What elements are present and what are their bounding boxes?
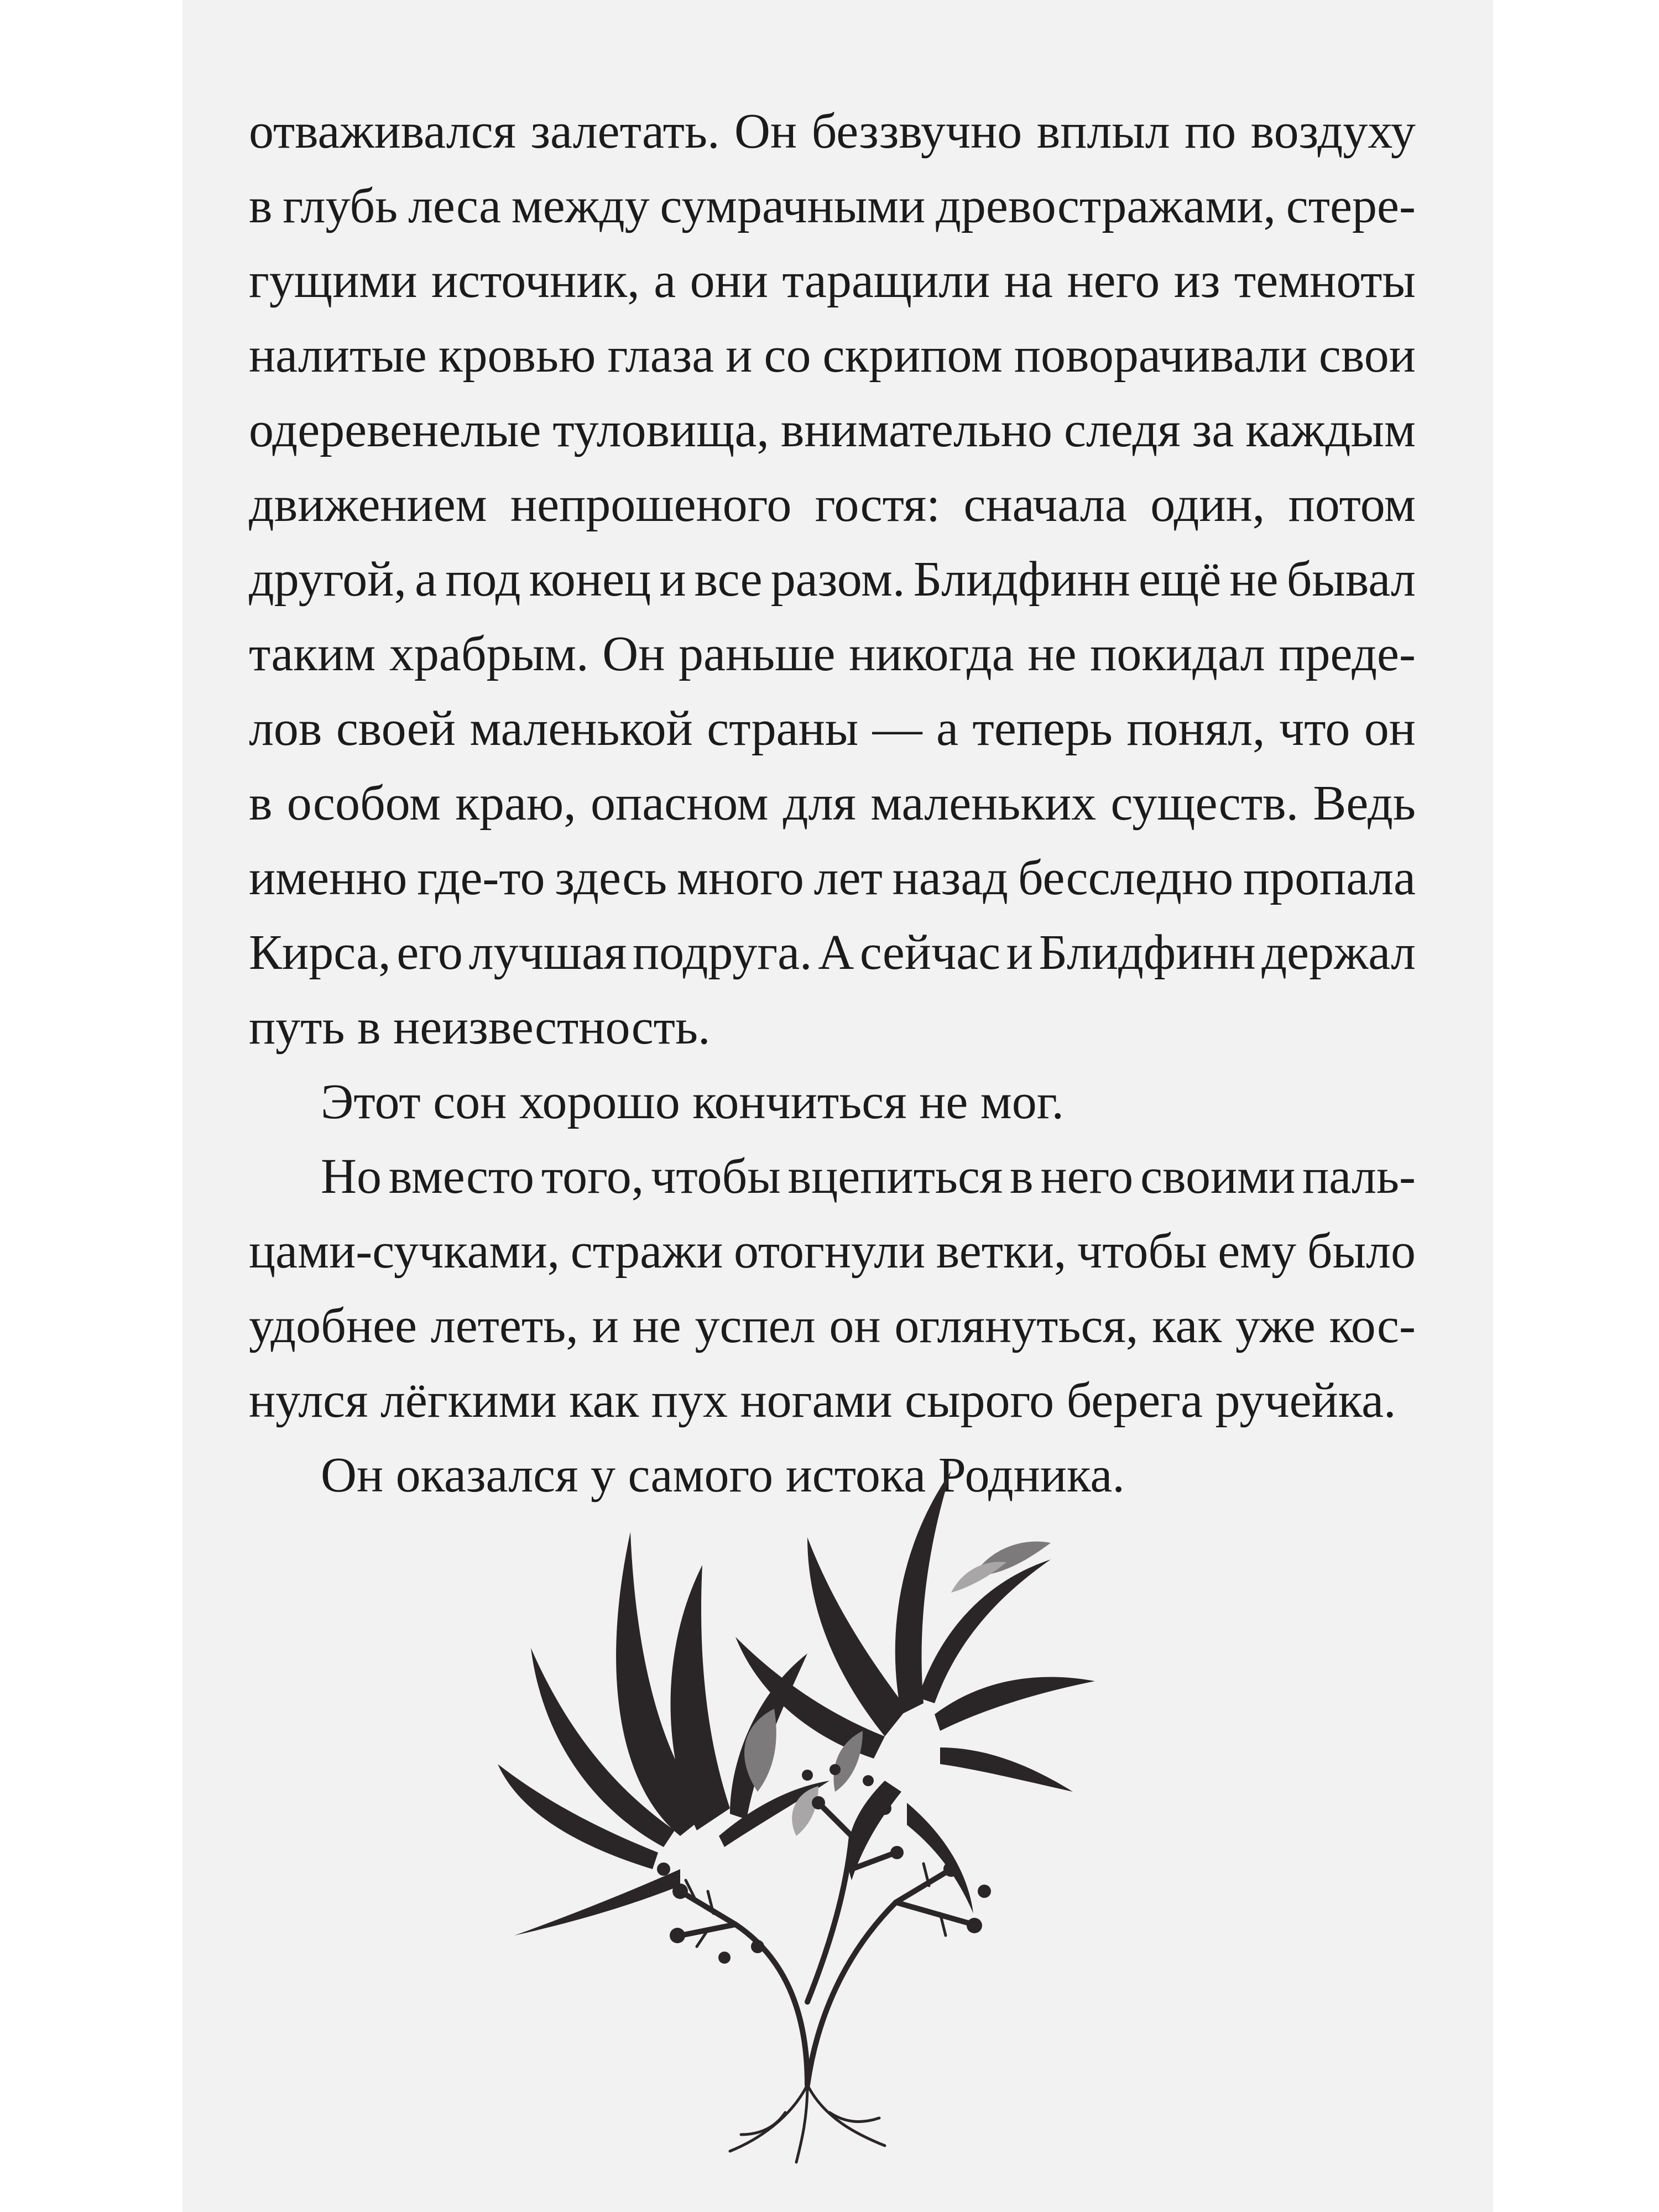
paragraph-line: Он оказался у самого истока Родника. (321, 1448, 1125, 1503)
paragraph-first-line (249, 1139, 1416, 1214)
word: не (632, 1298, 681, 1353)
word: не (1229, 552, 1279, 607)
word: отваживался (249, 104, 517, 159)
word: лететь, (430, 1298, 578, 1353)
word: Блидфинн (1039, 925, 1256, 980)
word: между (511, 179, 650, 233)
word: беззвучно (811, 104, 1022, 159)
word: он (1364, 701, 1416, 756)
word: цами-сучками, (249, 1224, 560, 1279)
word: для (782, 776, 856, 831)
text-line (249, 169, 1416, 243)
word: храбрым. (389, 627, 589, 681)
word: пропала (1243, 851, 1416, 905)
word: кровью (438, 328, 596, 383)
word: бывал (1286, 552, 1416, 607)
text-line (249, 617, 1416, 691)
word: он (829, 1298, 881, 1353)
word: потом (1288, 477, 1416, 532)
word: где-то (417, 851, 545, 905)
text-line (249, 542, 1416, 617)
book-page (182, 0, 1493, 2212)
word: успел (695, 1298, 816, 1353)
word: непрошеного (510, 477, 792, 532)
word: в (1010, 1149, 1034, 1204)
word: именно (249, 851, 408, 905)
text-line (249, 467, 1416, 542)
word: конец (529, 552, 651, 607)
word: много (677, 851, 804, 905)
text-line (249, 393, 1416, 467)
word: Кирса, (249, 925, 391, 980)
word: сейчас (859, 925, 1001, 980)
word: они (690, 253, 768, 308)
word: Но (321, 1149, 382, 1204)
word: существ. (1110, 776, 1299, 831)
word: источник, (431, 253, 640, 308)
text-line-last: путь в неизвестность. (249, 1000, 711, 1055)
word: и (726, 328, 753, 383)
word: следя (1064, 403, 1181, 457)
word: гущими (249, 253, 418, 308)
word: разом. (770, 552, 905, 607)
word: под (445, 552, 521, 607)
word: никогда (849, 627, 1014, 681)
word: лет (813, 851, 883, 905)
word: — (872, 701, 922, 756)
word: а (936, 701, 959, 756)
paragraph-line: Этот сон хорошо кончиться не мог. (321, 1074, 1064, 1129)
word: на (1004, 253, 1053, 308)
word: вплыл (1036, 104, 1170, 159)
text-line (249, 243, 1416, 318)
word: залетать. (530, 104, 720, 159)
word: внимательно (780, 403, 1053, 457)
word: опасном (591, 776, 769, 831)
word: страны (707, 701, 859, 756)
word: другой, (249, 552, 406, 607)
word: поворачивали (1014, 328, 1307, 383)
word: вцепиться (787, 1149, 1003, 1204)
word: ветки, (936, 1224, 1067, 1279)
word: темноты (1234, 253, 1416, 308)
word: отогнули (734, 1224, 926, 1279)
word: гостя: (815, 477, 941, 532)
text-line (249, 691, 1416, 766)
text-line (249, 1288, 1416, 1363)
word: ему (1218, 1224, 1297, 1279)
word: его (397, 925, 463, 980)
word: здесь (555, 851, 667, 905)
word: глаза (607, 328, 714, 383)
word: воздуху (1250, 104, 1416, 159)
word: и (592, 1298, 619, 1353)
text-line-last: нулся лёгкими как пух ногами сырого берега ручейка. (249, 1373, 1396, 1428)
word: а (654, 253, 676, 308)
word: назад (892, 851, 1009, 905)
word: вместо (388, 1149, 535, 1204)
word: глубь (283, 179, 398, 233)
word: подруга. (633, 925, 812, 980)
word: как (1152, 1298, 1222, 1353)
word: маленьких (870, 776, 1097, 831)
word: было (1307, 1224, 1416, 1279)
word: со (764, 328, 811, 383)
word: раньше (679, 627, 836, 681)
word: чтобы (1077, 1224, 1207, 1279)
word: Он (602, 627, 665, 681)
word: а (415, 552, 437, 607)
word: него (1067, 253, 1160, 308)
text-line (249, 915, 1416, 990)
word: того, (541, 1149, 644, 1204)
word: Ведь (1313, 776, 1416, 831)
word: налитые (249, 328, 427, 383)
text-line (249, 318, 1416, 393)
word: из (1173, 253, 1220, 308)
text-line (249, 1214, 1416, 1288)
word: краю, (455, 776, 576, 831)
word: что (1279, 701, 1350, 756)
word: паль- (1302, 1149, 1416, 1204)
word: ещё (1139, 552, 1222, 607)
word: сумрачными (660, 179, 926, 233)
word: сначала (963, 477, 1127, 532)
word: и (659, 552, 686, 607)
text-line (249, 766, 1416, 841)
word: стере- (1286, 179, 1416, 233)
word: стражи (570, 1224, 723, 1279)
word: понял, (1126, 701, 1265, 756)
word: покидал (1090, 627, 1265, 681)
word: движением (249, 477, 487, 532)
word: леса (408, 179, 502, 233)
word: таращили (782, 253, 990, 308)
word: не (1027, 627, 1077, 681)
word: один, (1150, 477, 1265, 532)
text-line (249, 841, 1416, 915)
word: по (1185, 104, 1237, 159)
word: особом (286, 776, 441, 831)
word: своими (1140, 1149, 1296, 1204)
word: маленькой (469, 701, 693, 756)
word: оглянуться, (894, 1298, 1139, 1353)
word: своей (336, 701, 456, 756)
word: скрипом (822, 328, 1003, 383)
word: кос- (1329, 1298, 1416, 1353)
word: таким (249, 627, 376, 681)
word: уже (1235, 1298, 1316, 1353)
word: лучшая (468, 925, 627, 980)
word: каждым (1245, 403, 1416, 457)
word: него (1040, 1149, 1134, 1204)
word: лов (249, 701, 322, 756)
word: все (694, 552, 763, 607)
text-line (249, 94, 1416, 169)
word: за (1192, 403, 1234, 457)
word: теперь (972, 701, 1113, 756)
body-text (249, 94, 1416, 1512)
word: удобнее (249, 1298, 417, 1353)
word: свои (1318, 328, 1416, 383)
word: Он (734, 104, 797, 159)
word: держал (1261, 925, 1416, 980)
word: Блидфинн (913, 552, 1130, 607)
word: в (249, 179, 273, 233)
word: и (1006, 925, 1033, 980)
word: бесследно (1018, 851, 1234, 905)
word: древостражами, (936, 179, 1276, 233)
word: в (249, 776, 273, 831)
word: одеревенелые (249, 403, 541, 457)
word: туловища, (552, 403, 769, 457)
word: А (818, 925, 854, 980)
word: преде- (1279, 627, 1416, 681)
botanical-ornament-icon (498, 1449, 1123, 2168)
word: чтобы (651, 1149, 781, 1204)
